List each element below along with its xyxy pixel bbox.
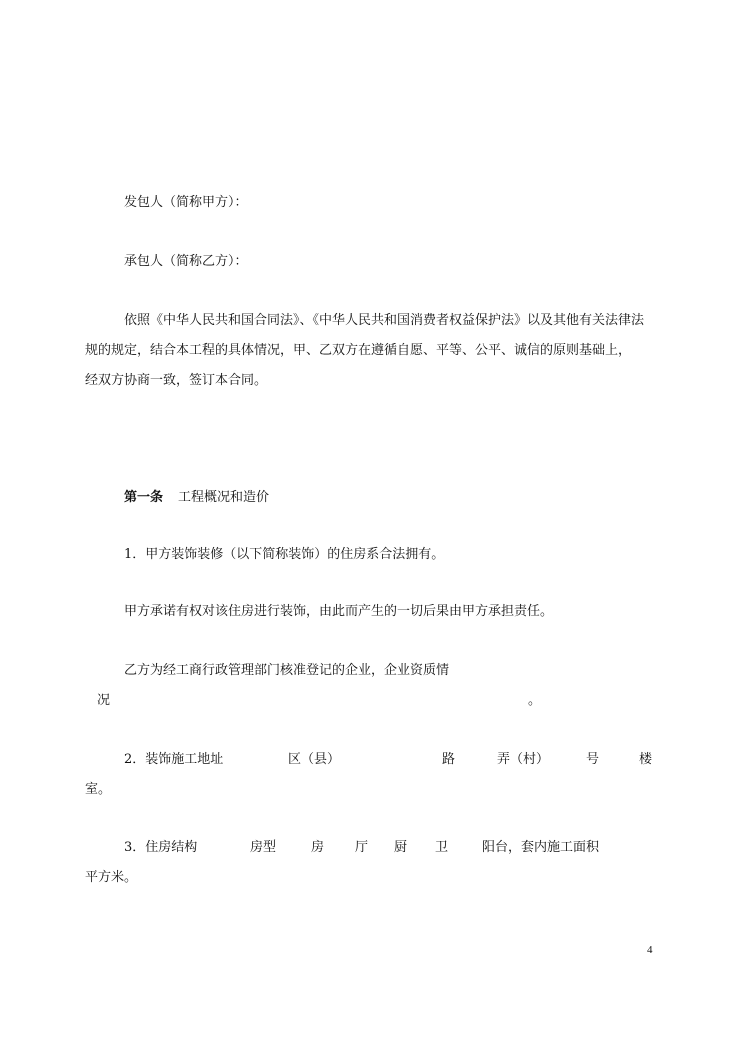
item3-room: 房 [311, 840, 325, 855]
party-a-label: 发包人（简称甲方）： [124, 195, 248, 210]
item1-line-2: 甲方承诺有权对该住房进行装饰，由此而产生的一切后果由甲方承担责任。 [124, 604, 554, 619]
preamble-line-2: 规的规定，结合本工程的具体情况，甲、乙双方在遵循自愿、平等、公平、诚信的原则基础上， [85, 343, 632, 358]
item1-line-4-end: 。 [528, 693, 542, 708]
preamble-line-1: 依照《中华人民共和国合同法》、《中华人民共和国消费者权益保护法》以及其他有关法律法 [124, 313, 645, 328]
item3-kitchen: 厨 [394, 840, 408, 855]
article-title: 工程概况和造价 [178, 490, 270, 505]
item1-line-4-start: 况 [97, 693, 111, 708]
item2-district: 区（县） [288, 752, 341, 767]
item3-type: 房型 [250, 840, 277, 855]
article-number: 第一条 [124, 490, 164, 505]
item3-hall: 厅 [355, 840, 369, 855]
item2-label: 2．装饰施工地址 [124, 752, 224, 767]
item3-label: 3．住房结构 [124, 840, 198, 855]
party-b-label: 承包人（简称乙方）： [124, 254, 248, 269]
preamble-line-3: 经双方协商一致，签订本合同。 [85, 373, 268, 388]
item2-lane: 弄（村） [497, 752, 550, 767]
item2-room: 室。 [85, 782, 112, 797]
item2-road: 路 [442, 752, 456, 767]
item2-building: 楼 [639, 752, 653, 767]
item1-line-1: 1．甲方装饰装修（以下简称装饰）的住房系合法拥有。 [124, 547, 445, 562]
item3-unit: 平方米。 [85, 870, 138, 885]
item3-bath: 卫 [435, 840, 449, 855]
item1-line-3: 乙方为经工商行政管理部门核准登记的企业，企业资质情 [124, 663, 450, 678]
item2-number: 号 [586, 752, 600, 767]
page-number: 4 [647, 944, 653, 956]
item3-balcony: 阳台，套内施工面积 [482, 840, 600, 855]
